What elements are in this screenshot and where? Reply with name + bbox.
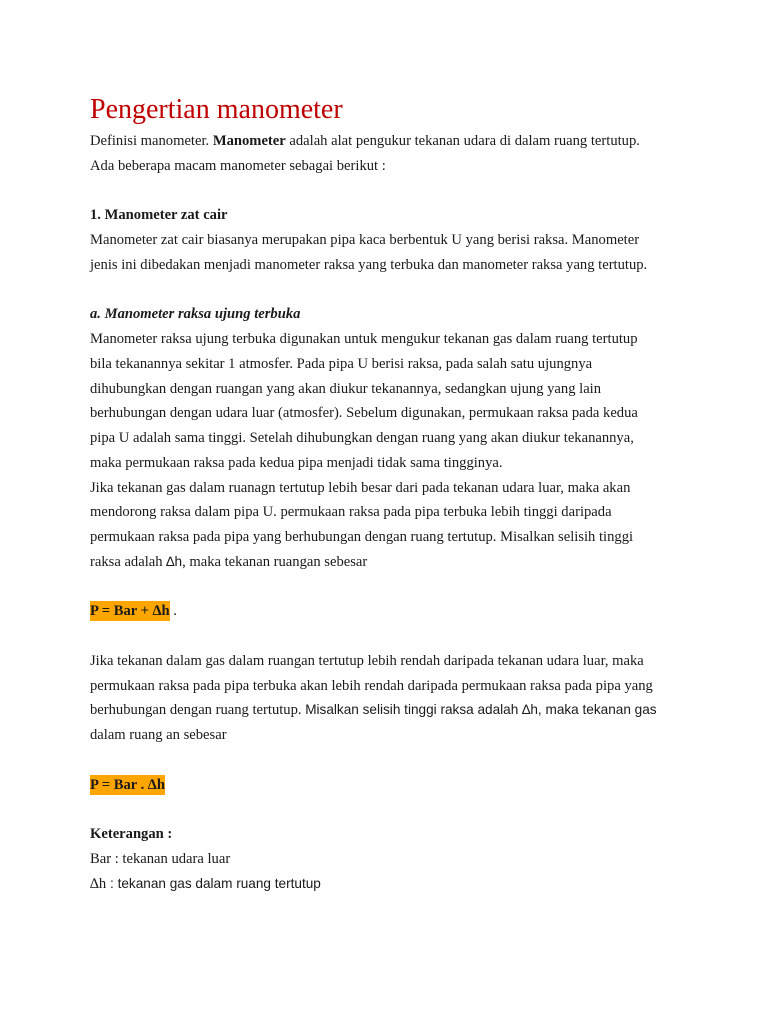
delta-h-symbol: ∆h: [166, 553, 183, 569]
paragraph-line: pipa U adalah sama tinggi. Setelah dihubungkan dengan ruang yang akan diukur tekanannya,: [90, 430, 634, 446]
delta-h-symbol: ∆h: [90, 875, 107, 892]
paragraph-line: mendorong raksa dalam pipa U. permukaan raksa pada pipa terbuka lebih tinggi daripada: [90, 504, 612, 521]
text-fragment: berhubungan dengan ruang tertutup.: [90, 702, 306, 719]
paragraph-line: jenis ini dibedakan menjadi manometer raksa yang terbuka dan manometer raksa yang tertutup.: [90, 256, 648, 273]
paragraph-line: [90, 698, 690, 723]
text-fragment: raksa adalah: [90, 553, 167, 570]
paragraph-line: dihubungkan dengan ruangan yang akan diukur tekanannya, sedangkan ujung yang lain: [90, 380, 602, 397]
keterangan-item: Bar : tekanan udara luar: [90, 850, 231, 867]
paragraph-line: Jika tekanan dalam gas dalam ruangan tertutup lebih rendah daripada tekanan udara luar, maka: [90, 652, 644, 669]
text-fragment-sans: : tekanan gas dalam ruang tertutup: [106, 875, 321, 891]
paragraph-line: dalam ruang an sebesar: [90, 727, 227, 743]
intro-term-bold: Manometer: [212, 133, 286, 149]
paragraph-line: permukaan raksa pada pipa yang berhubungan dengan ruang tertutup. Misalkan selisih tinggi: [90, 529, 634, 545]
text-fragment-sans: Misalkan selisih tinggi raksa adalah ∆h, maka tekanan gas: [305, 702, 657, 718]
page-title: Pengertian manometer: [90, 94, 343, 125]
paragraph-line: maka permukaan raksa pada kedua pipa menjadi tidak sama tingginya.: [90, 454, 503, 471]
keterangan-item: [90, 872, 690, 897]
formula-highlight: P = Bar . ∆h: [90, 776, 165, 793]
paragraph-line: bila tekanannya sekitar 1 atmosfer. Pada pipa U berisi raksa, pada salah satu ujungnya: [90, 355, 593, 372]
formula-line-2: [90, 773, 690, 798]
spacer: [90, 748, 690, 773]
formula-highlight: P = Bar + ∆h: [90, 603, 170, 620]
paragraph-line: Manometer raksa ujung terbuka digunakan untuk mengukur tekanan gas dalam ruang tertutup: [90, 331, 638, 347]
spacer: [90, 624, 690, 649]
section-1-heading: 1. Manometer zat cair: [90, 207, 228, 224]
formula-line-1: [90, 599, 690, 624]
paragraph-line: [90, 550, 690, 575]
paragraph-line: berhubungan dengan udara luar (atmosfer). Sebelum digunakan, permukaan raksa pada kedua: [90, 405, 638, 422]
intro-line-1: [90, 129, 690, 154]
section-a-heading: a. Manometer raksa ujung terbuka: [90, 306, 301, 323]
paragraph-line: permukaan raksa pada pipa terbuka akan lebih rendah daripada permukaan raksa pada pipa yang: [90, 677, 653, 694]
keterangan-heading: Keterangan :: [90, 826, 173, 842]
spacer: [90, 179, 690, 204]
intro-text-a: Definisi manometer.: [90, 133, 213, 149]
text-fragment: , maka tekanan ruangan sebesar: [182, 553, 368, 570]
spacer: [90, 575, 690, 600]
paragraph-line: Jika tekanan gas dalam ruanagn tertutup lebih besar dari pada tekanan udara luar, maka akan: [90, 479, 631, 496]
intro-text-b: adalah alat pengukur tekanan udara di dalam ruang tertutup.: [285, 133, 640, 149]
spacer: [90, 797, 690, 822]
document-page: [90, 91, 690, 896]
intro-line-2: Ada beberapa macam manometer sebagai berikut :: [90, 157, 386, 174]
paragraph-line: Manometer zat cair biasanya merupakan pipa kaca berbentuk U yang berisi raksa. Manometer: [90, 232, 640, 248]
formula-suffix: .: [169, 603, 177, 620]
spacer: [90, 278, 690, 303]
